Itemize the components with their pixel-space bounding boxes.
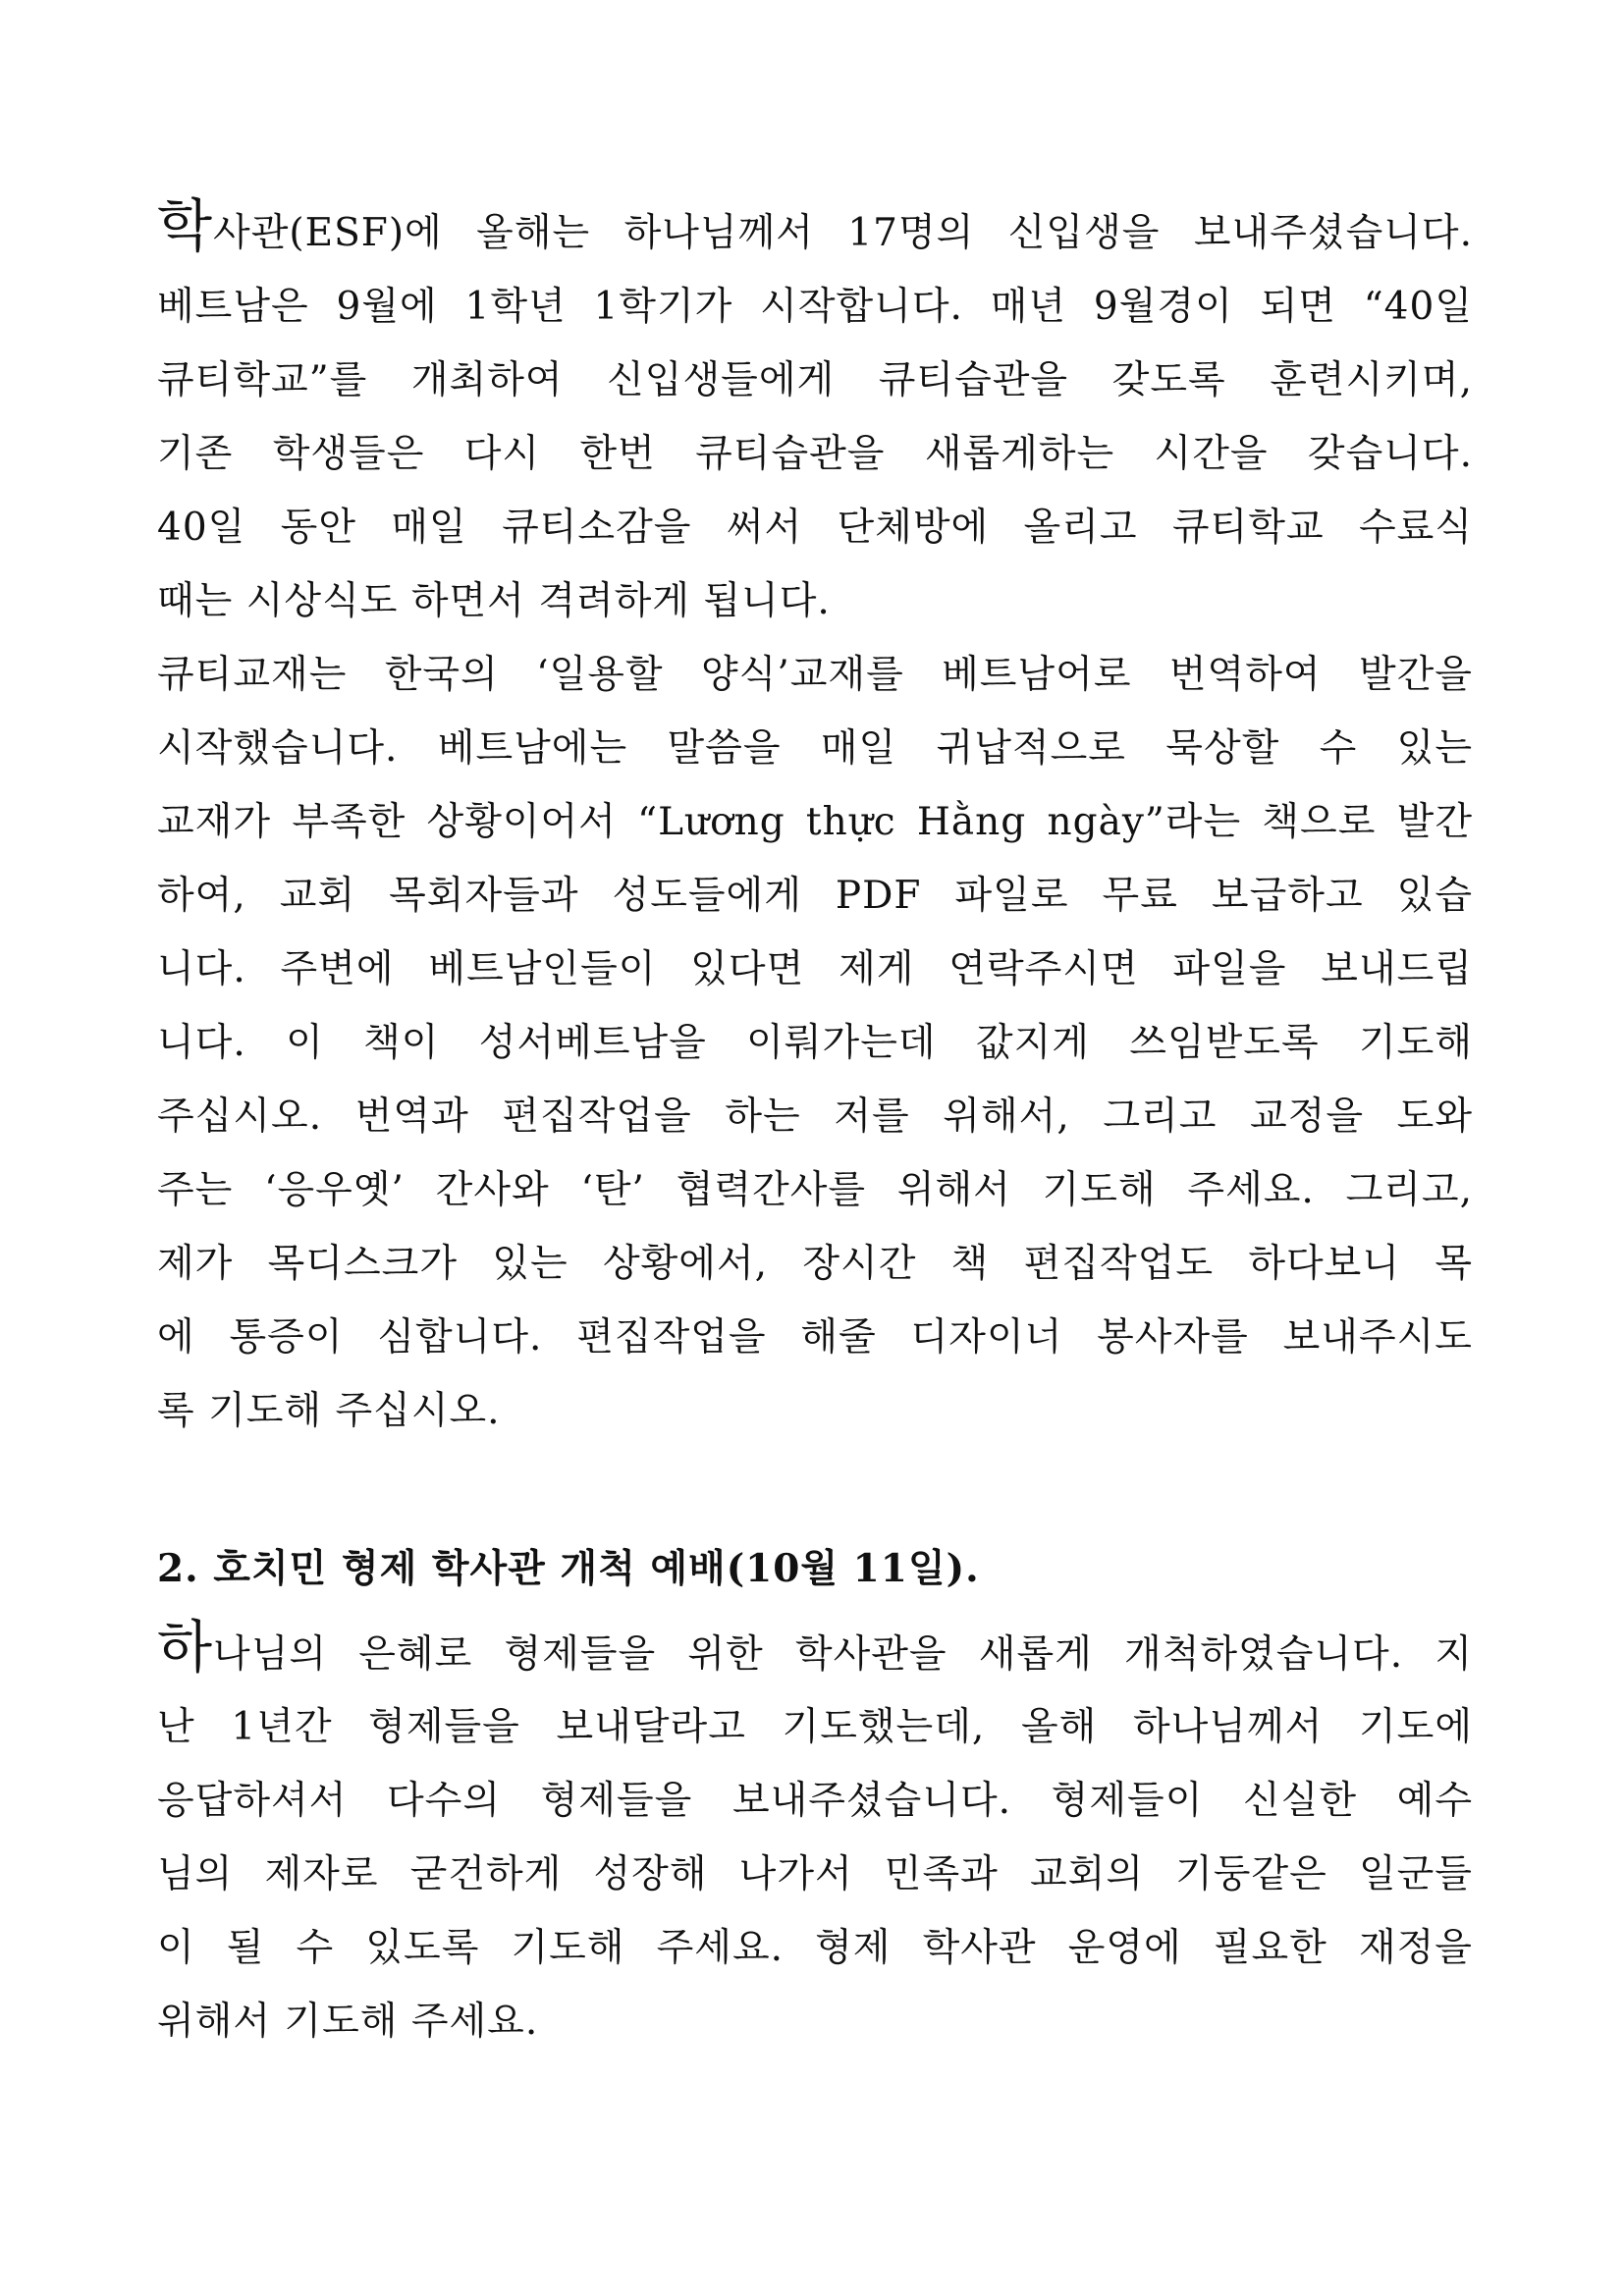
- line-text: 나님의 은혜로 형제들을 위한 학사관을 새롭게 개척하였습니다. 지: [213, 1632, 1473, 1677]
- paragraph-line: 하여, 교회 목회자들과 성도들에게 PDF 파일로 무료 보급하고 있습: [157, 874, 1473, 918]
- line-text: 사관(ESF)에 올해는 하나님께서 17명의 신입생을 보내주셨습니다.: [213, 211, 1473, 255]
- paragraph-line: 니다. 이 책이 성서베트남을 이뤄가는데 값지게 쓰임받도록 기도해: [157, 1021, 1473, 1065]
- paragraph-line: [157, 192, 1473, 259]
- paragraph-line: 주는 ‘응우옛’ 간사와 ‘탄’ 협력간사를 위해서 기도해 주세요. 그리고,: [157, 1168, 1473, 1212]
- paragraph-line: 기존 학생들은 다시 한번 큐티습관을 새롭게하는 시간을 갖습니다.: [157, 432, 1473, 476]
- paragraph-line: 때는 시상식도 하면서 격려하게 됩니다.: [157, 579, 831, 623]
- paragraph-line: 제가 목디스크가 있는 상황에서, 장시간 책 편집작업도 하다보니 목: [157, 1242, 1473, 1286]
- paragraph-line: 에 통증이 심합니다. 편집작업을 해줄 디자이너 봉사자를 보내주시도: [157, 1315, 1473, 1360]
- section-heading: 2. 호치민 형제 학사관 개척 예배(10월 11일).: [157, 1546, 980, 1591]
- drop-initial: 하: [157, 1614, 214, 1681]
- paragraph-line: 시작했습니다. 베트남에는 말씀을 매일 귀납적으로 묵상할 수 있는: [157, 726, 1473, 771]
- paragraph-line: [157, 1614, 1473, 1681]
- paragraph-line: 니다. 주변에 베트남인들이 있다면 제게 연락주시면 파일을 보내드립: [157, 947, 1473, 991]
- paragraph-line: 교재가 부족한 상황이어서 “Lương thực Hằng ngày”라는 책으로 발간: [157, 800, 1473, 844]
- paragraph-line: 큐티교재는 한국의 ‘일용할 양식’교재를 베트남어로 번역하여 발간을: [157, 653, 1473, 697]
- drop-initial: 학: [157, 192, 214, 259]
- paragraph-line: 주십시오. 번역과 편집작업을 하는 저를 위해서, 그리고 교정을 도와: [157, 1095, 1473, 1139]
- paragraph-line: 위해서 기도해 주세요.: [157, 2000, 539, 2044]
- paragraph-line: 록 기도해 주십시오.: [157, 1389, 501, 1433]
- paragraph-line: 이 될 수 있도록 기도해 주세요. 형제 학사관 운영에 필요한 재정을: [157, 1926, 1473, 1970]
- paragraph-line: 40일 동안 매일 큐티소감을 써서 단체방에 올리고 큐티학교 수료식: [157, 506, 1473, 550]
- paragraph-line: 응답하셔서 다수의 형제들을 보내주셨습니다. 형제들이 신실한 예수: [157, 1779, 1473, 1823]
- paragraph-line: 님의 제자로 굳건하게 성장해 나가서 민족과 교회의 기둥같은 일군들: [157, 1852, 1473, 1896]
- paragraph-line: 큐티학교”를 개최하여 신입생들에게 큐티습관을 갖도록 훈련시키며,: [157, 358, 1473, 402]
- paragraph-line: 난 1년간 형제들을 보내달라고 기도했는데, 올해 하나님께서 기도에: [157, 1705, 1473, 1749]
- paragraph-line: 베트남은 9월에 1학년 1학기가 시작합니다. 매년 9월경이 되면 “40일: [157, 285, 1473, 329]
